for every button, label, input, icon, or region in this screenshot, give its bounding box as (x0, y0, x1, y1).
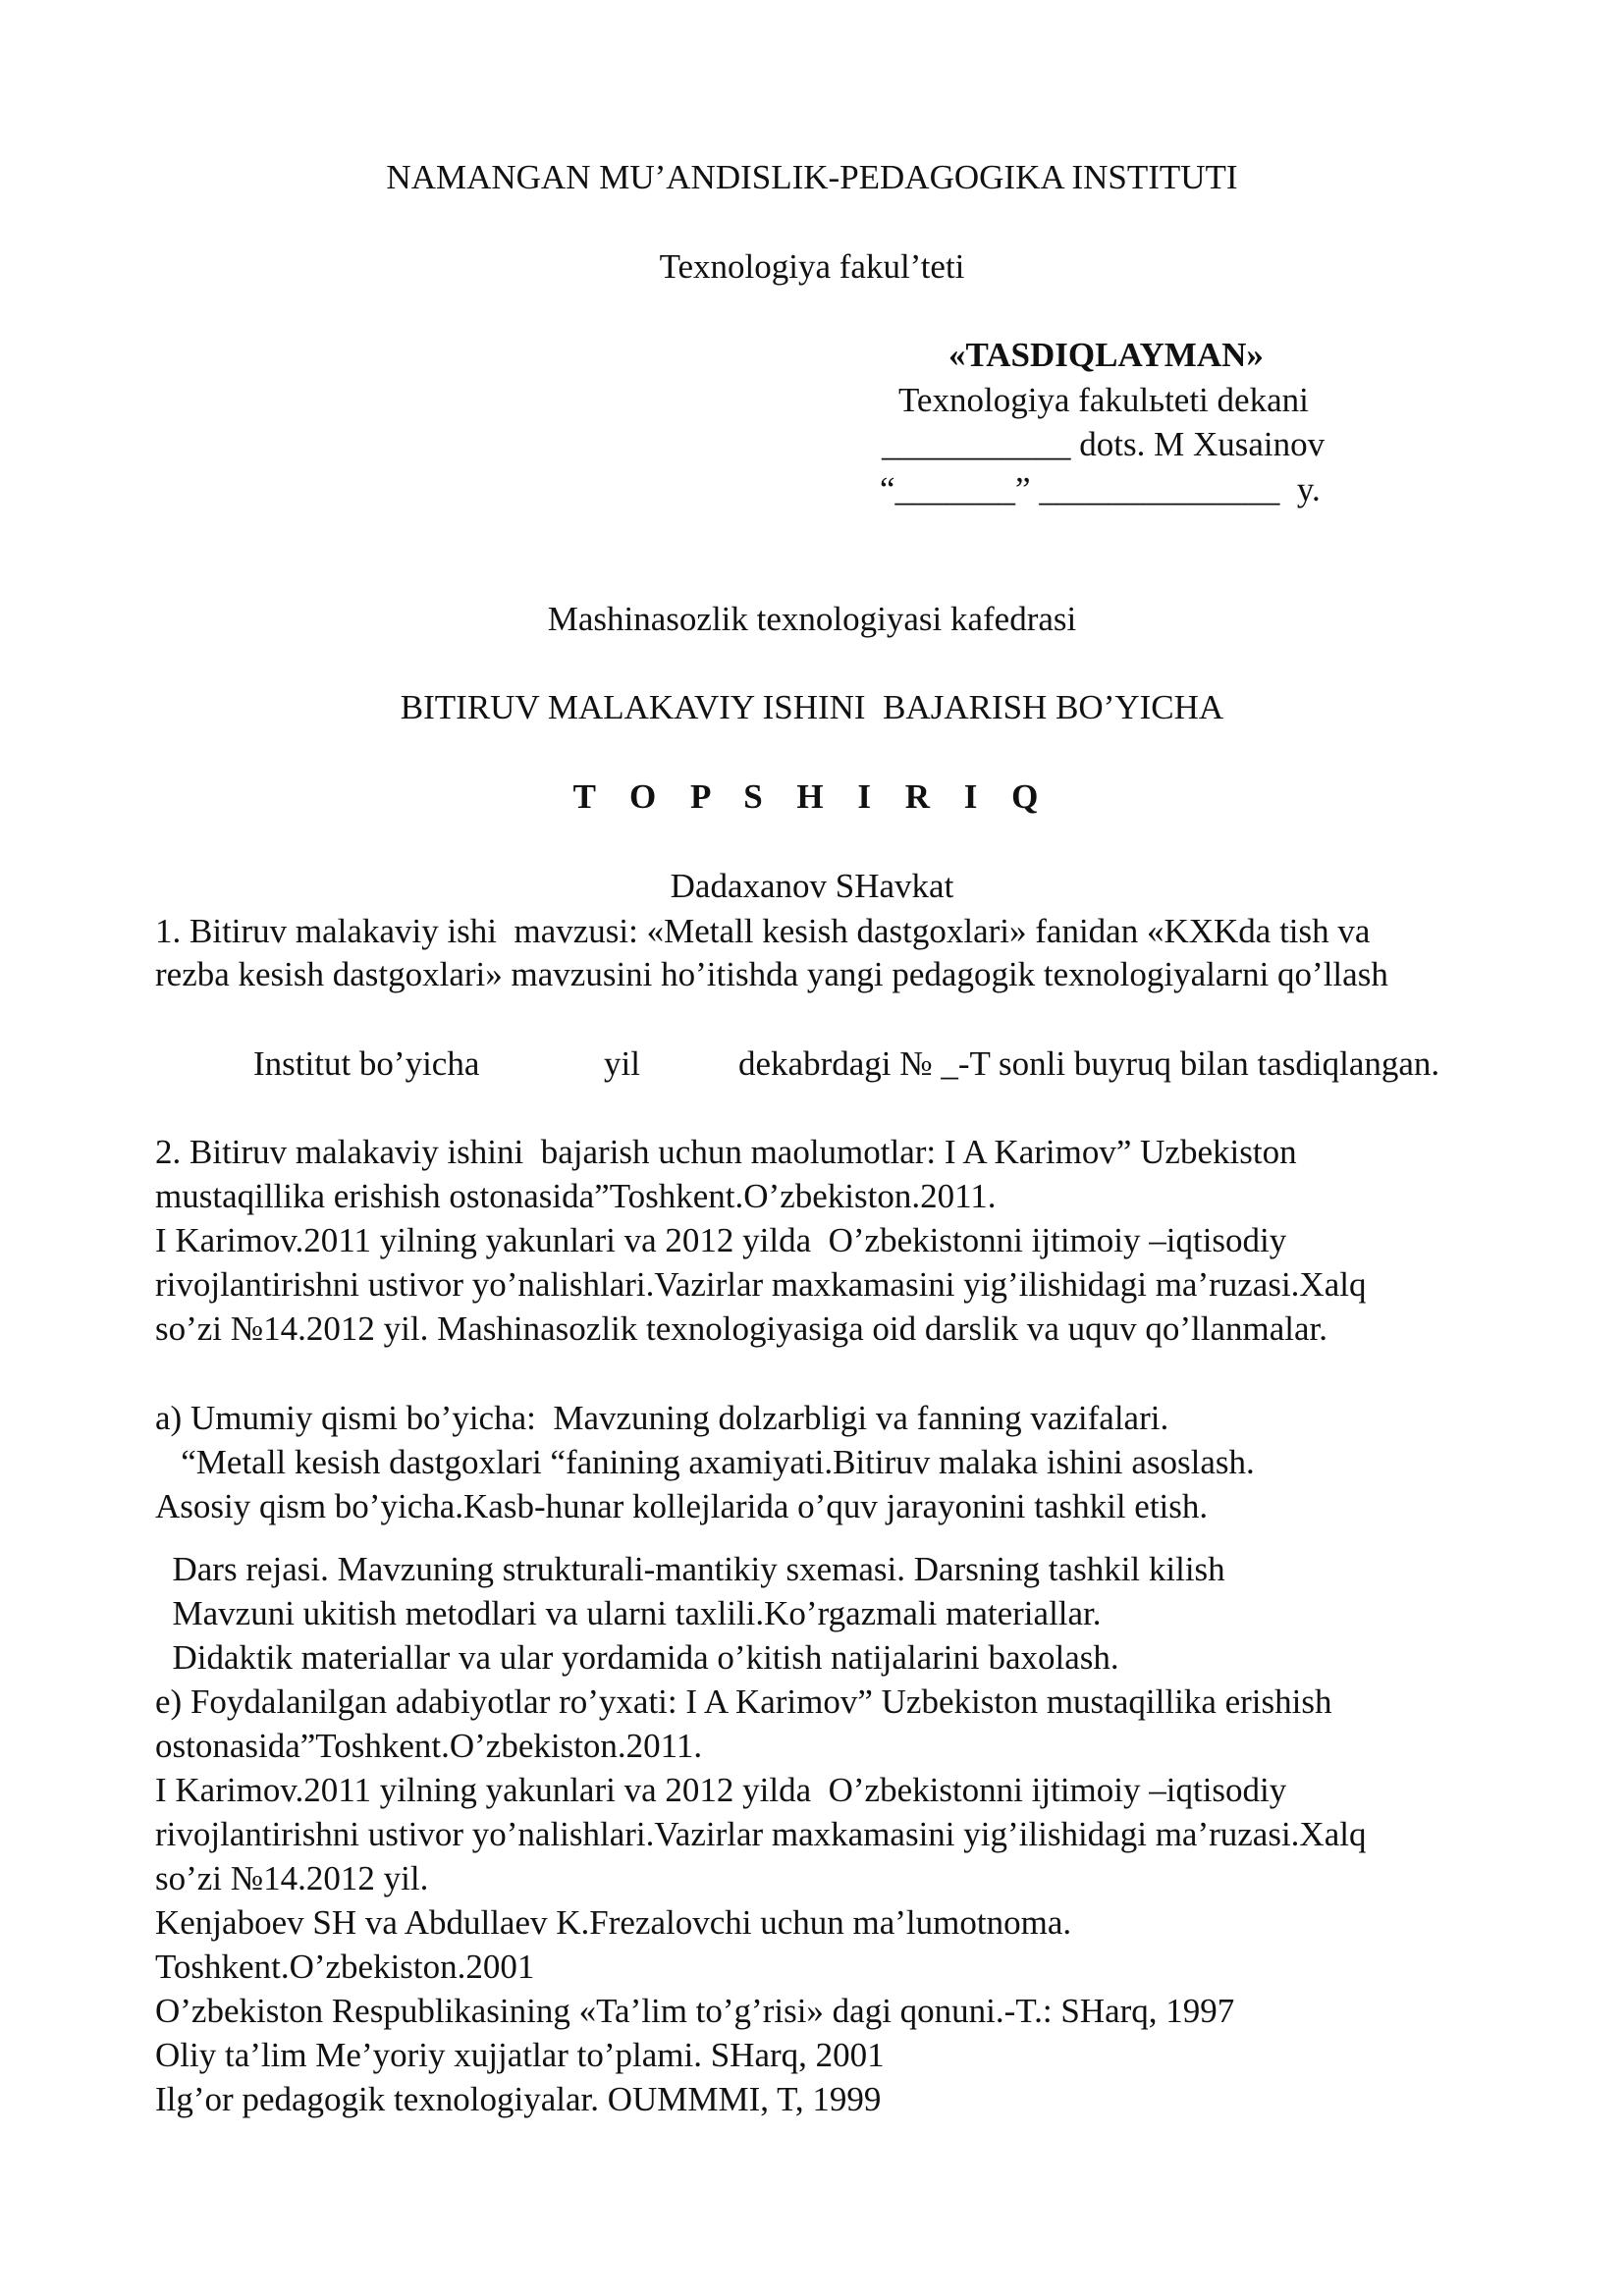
reference-line: Kenjaboev SH va Abdullaev K.Frezalovchi uchun ma’lumotnoma. (155, 1903, 1072, 1942)
approval-position: Texnologiya fakulьteti dekani (898, 381, 1309, 419)
institute-name: NAMANGAN MU’ANDISLIK-PEDAGOGIKA INSTITUTI (386, 158, 1238, 196)
document-heading: T O P S H I R I Q (572, 777, 1052, 816)
section-e-line: e) Foydalanilgan adabiyotlar ro’yxati: I A Karimov” Uzbekiston mustaqillika erishish (155, 1682, 1332, 1721)
document-title: BITIRUV MALAKAVIY ISHINI BAJARISH BO’YICHA (400, 688, 1224, 726)
plan-line: Didaktik materiallar va ular yordamida o’kitish natijalarini baxolash. (155, 1638, 1119, 1677)
order-part-yil: yil (604, 1044, 640, 1083)
item1-line2: rezba kesish dastgoxlari» mavzusini ho’itishda yangi pedagogik texnologiyalarni qo’llash (155, 955, 1388, 993)
faculty-name: Texnologiya fakul’teti (659, 247, 965, 286)
order-part-dekabr: dekabrdagi № _-T sonli buyruq bilan tasdiqlangan. (738, 1044, 1440, 1083)
item2-line: 2. Bitiruv malakaviy ishini bajarish uchun maolumotlar: I A Karimov” Uzbekiston (155, 1133, 1297, 1171)
reference-line: Ilg’or pedagogik texnologiyalar. OUMMMI, T, 1999 (155, 2080, 882, 2118)
reference-line: O’zbekiston Respublikasining «Ta’lim to’g’risi» dagi qonuni.-T.: SHarq, 1997 (155, 1992, 1235, 2030)
department-name: Mashinasozlik texnologiyasi kafedrasi (547, 600, 1077, 638)
approval-signatory: ___________ dots. M Xusainov (882, 425, 1326, 463)
item2-line: I Karimov.2011 yilning yakunlari va 2012 yilda O’zbekistonni ijtimoiy –iqtisodiy (155, 1221, 1287, 1259)
section-e-line: I Karimov.2011 yilning yakunlari va 2012 yilda O’zbekistonni ijtimoiy –iqtisodiy (155, 1771, 1287, 1809)
approval-title: «TASDIQLAYMAN» (948, 336, 1264, 374)
plan-line: Dars rejasi. Mavzuning strukturali-mantikiy sxemasi. Darsning tashkil kilish (155, 1550, 1225, 1588)
item1-line1: 1. Bitiruv malakaviy ishi mavzusi: «Metall kesish dastgoxlari» fanidan «KXKda tish va (155, 912, 1371, 950)
item2-line: rivojlantirishni ustivor yo’nalishlari.Vazirlar maxkamasini yig’ilishidagi ma’ruzasi.Xalq (155, 1265, 1367, 1304)
plan-line: Mavzuni ukitish metodlari va ularni taxlili.Ko’rgazmali materiallar. (155, 1594, 1102, 1632)
student-name: Dadaxanov SHavkat (670, 867, 954, 905)
item2-line: so’zi №14.2012 yil. Mashinasozlik texnologiyasiga oid darslik va uquv qo’llanmalar. (155, 1309, 1328, 1348)
reference-line: Toshkent.O’zbekiston.2001 (155, 1948, 535, 1986)
reference-line: Oliy ta’lim Me’yoriy xujjatlar to’plami. SHarq, 2001 (155, 2036, 885, 2074)
section-e-line: so’zi №14.2012 yil. (155, 1859, 429, 1897)
order-part-institut: Institut bo’yicha (253, 1044, 480, 1083)
item2-line: mustaqillika erishish ostonasida”Toshkent.O’zbekiston.2011. (155, 1177, 997, 1215)
section-a-line: “Metall kesish dastgoxlari “fanining axamiyati.Bitiruv malaka ishini asoslash. (155, 1443, 1255, 1481)
section-a-line: Asosiy qism bo’yicha.Kasb-hunar kollejlarida o’quv jarayonini tashkil etish. (155, 1487, 1209, 1525)
section-e-line: ostonasida”Toshkent.O’zbekiston.2011. (155, 1727, 703, 1765)
section-e-line: rivojlantirishni ustivor yo’nalishlari.Vazirlar maxkamasini yig’ilishidagi ma’ruzasi.Xalq (155, 1815, 1367, 1853)
approval-date-line: “_______” ______________ y. (880, 470, 1321, 508)
section-a-line: a) Umumiy qismi bo’yicha: Mavzuning dolzarbligi va fanning vazifalari. (155, 1399, 1169, 1437)
